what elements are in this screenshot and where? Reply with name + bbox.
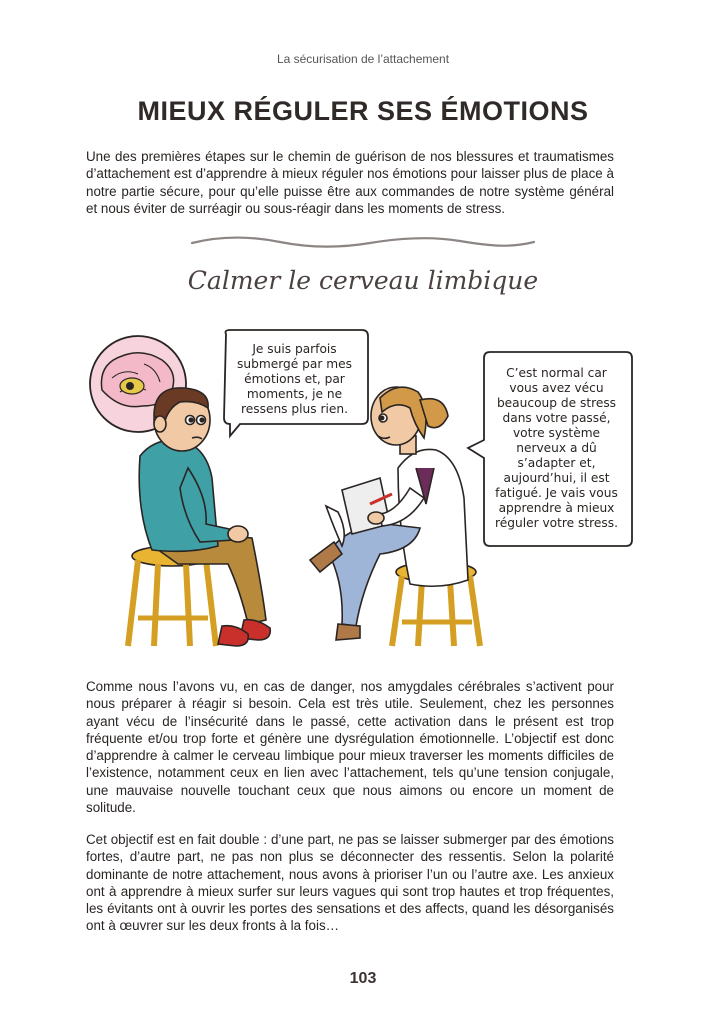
therapist-figure bbox=[310, 387, 468, 640]
body-paragraph: Comme nous l’avons vu, en cas de danger, nos amygdales cérébrales s’activent pour nous préparer à réagir si besoin. Cela est très utile. Seulement, chez les personnes ayant vécu de l’insécurité dans le passé, cette activation dans le présent est trop fréquente et/ou trop forte et génère une dysrégulation émotionnelle. L’objectif est donc d’apprendre à calmer le cerveau limbique pour mieux traverser les moments difficiles de l’existence, notamment ceux en lien avec l’attachement, tels qu’une tension conjugale, une mauvaise nouvelle touchant ceux que nous aimons ou encore un moment de solitude. bbox=[86, 679, 614, 816]
section-title: MIEUX RÉGULER SES ÉMOTIONS bbox=[137, 96, 589, 126]
patient-speech-text: Je suis parfois submergé par mes émotions et, par moments, je ne ressens plus rien. bbox=[237, 342, 352, 416]
body-paragraph: Cet objectif est en fait double : d’une part, ne pas se laisser submerger par des émotions fortes, d’autre part, ne pas non plus se déconnecter des ressentis. Selon la polarité dominante de notre attachement, nous avons à prioriser l’un ou l’autre axe. Les anxieux ont à apprendre à mieux surfer sur leurs vagues qui sont trop hautes et trop fréquentes, les évitants ont à ouvrir les portes des sensations et des affects, quand les désorganisés ont à œuvrer sur les deux fronts à la fois… bbox=[86, 832, 614, 934]
page-number: 103 bbox=[349, 970, 377, 987]
running-header: La sécurisation de l’attachement bbox=[276, 52, 450, 66]
decorative-wave-divider bbox=[190, 232, 536, 254]
intro-paragraph: Une des premières étapes sur le chemin de guérison de nos blessures et traumatismes d’attachement est d’apprendre à mieux réguler nos émotions pour laisser plus de place à notre partie sécure, pour qu’elle puisse être aux commandes de notre système général et nous éviter de surréagir ou sous-réagir dans les moments de stress. bbox=[86, 149, 614, 216]
section-subtitle: Calmer le cerveau limbique bbox=[187, 266, 539, 295]
therapist-speech-text: C’est normal car vous avez vécu beaucoup de stress dans votre passé, votre système nerveux a dû s’adapter et, aujourd’hui, il est fatigué. Je vais vous apprendre à mieux réguler votre stress. bbox=[495, 366, 618, 530]
